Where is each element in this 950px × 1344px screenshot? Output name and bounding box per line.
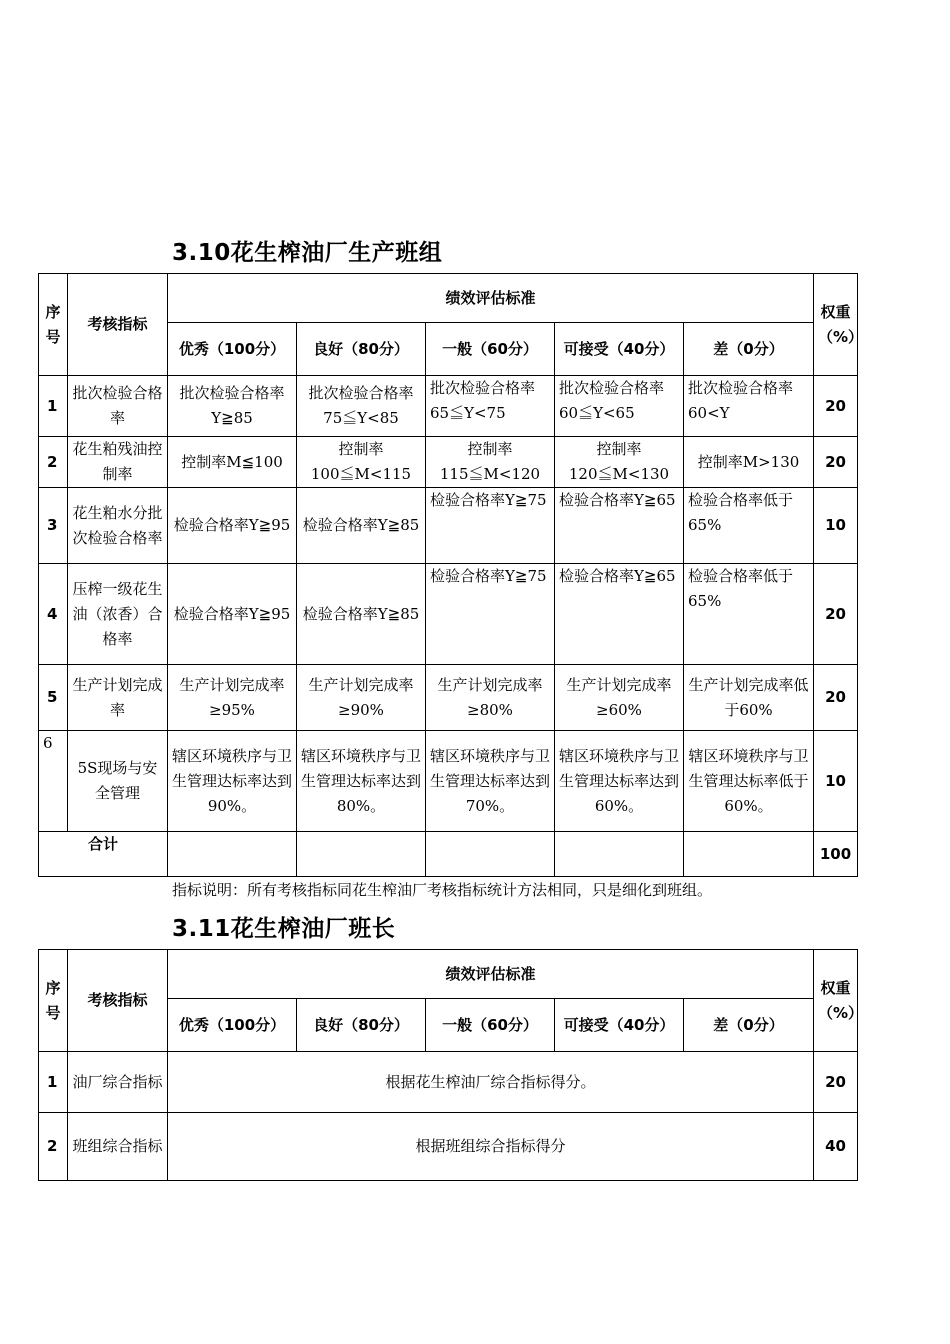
row-seq: 3 — [39, 488, 68, 564]
row-level-cell: 生产计划完成率≥90% — [297, 665, 426, 731]
row-weight: 20 — [814, 376, 858, 437]
row-seq: 2 — [39, 1113, 68, 1181]
row-level-cell: 生产计划完成率低于60% — [684, 665, 814, 731]
section-heading: 3.11花生榨油厂班长 — [172, 916, 396, 942]
row-level-cell: 检验合格率低于65% — [684, 564, 814, 665]
total-row — [39, 832, 858, 877]
empty-cell — [684, 832, 814, 877]
row-indicator: 花生粕残油控制率 — [68, 437, 168, 488]
row-level-cell: 检验合格率Y≧65 — [555, 488, 684, 564]
row-level-cell: 控制率M>130 — [684, 437, 814, 488]
row-level-cell: 生产计划完成率≥80% — [426, 665, 555, 731]
standard-header: 绩效评估标准 — [168, 950, 814, 999]
row-weight: 20 — [814, 437, 858, 488]
row-weight: 10 — [814, 488, 858, 564]
level-header: 优秀（100分） — [168, 999, 297, 1052]
level-header: 差（0分） — [684, 999, 814, 1052]
row-seq: 1 — [39, 1052, 68, 1113]
row-indicator: 压榨一级花生油（浓香）合格率 — [68, 564, 168, 665]
row-level-cell: 批次检验合格率Y≧85 — [168, 376, 297, 437]
level-header: 一般（60分） — [426, 999, 555, 1052]
row-weight: 10 — [814, 731, 858, 832]
row-seq: 2 — [39, 437, 68, 488]
row-level-cell: 检验合格率Y≧75 — [426, 488, 555, 564]
level-header: 差（0分） — [684, 323, 814, 376]
header-row — [39, 274, 858, 323]
row-standard-text: 根据班组综合指标得分 — [168, 1113, 814, 1181]
row-indicator: 批次检验合格率 — [68, 376, 168, 437]
table-row — [39, 1113, 858, 1181]
row-indicator: 5S现场与安全管理 — [68, 731, 168, 832]
row-seq: 6 — [39, 731, 68, 832]
row-level-cell: 检验合格率Y≧85 — [297, 488, 426, 564]
row-weight: 20 — [814, 564, 858, 665]
row-level-cell: 检验合格率Y≧65 — [555, 564, 684, 665]
level-header: 可接受（40分） — [555, 999, 684, 1052]
row-indicator: 花生粕水分批次检验合格率 — [68, 488, 168, 564]
performance-table-team — [38, 273, 864, 877]
level-header: 一般（60分） — [426, 323, 555, 376]
row-level-cell: 辖区环境秩序与卫生管理达标率低于60%。 — [684, 731, 814, 832]
indicator-header: 考核指标 — [68, 950, 168, 1052]
weight-header: 权重（%） — [814, 950, 858, 1052]
table-row — [39, 1052, 858, 1113]
row-level-cell: 批次检验合格率60≦Y<65 — [555, 376, 684, 437]
row-level-cell: 批次检验合格率60<Y — [684, 376, 814, 437]
row-level-cell: 检验合格率Y≧85 — [297, 564, 426, 665]
row-weight: 20 — [814, 665, 858, 731]
level-header: 可接受（40分） — [555, 323, 684, 376]
empty-cell — [297, 832, 426, 877]
row-indicator: 生产计划完成率 — [68, 665, 168, 731]
indicator-note: 指标说明：所有考核指标同花生榨油厂考核指标统计方法相同，只是细化到班组。 — [172, 881, 713, 899]
row-seq: 5 — [39, 665, 68, 731]
row-level-cell: 检验合格率低于65% — [684, 488, 814, 564]
row-standard-text: 根据花生榨油厂综合指标得分。 — [168, 1052, 814, 1113]
table-row — [39, 437, 858, 488]
row-level-cell: 检验合格率Y≧75 — [426, 564, 555, 665]
row-level-cell: 辖区环境秩序与卫生管理达标率达到60%。 — [555, 731, 684, 832]
row-level-cell: 辖区环境秩序与卫生管理达标率达到90%。 — [168, 731, 297, 832]
total-label: 合计 — [39, 832, 168, 877]
row-indicator: 班组综合指标 — [68, 1113, 168, 1181]
row-level-cell: 辖区环境秩序与卫生管理达标率达到70%。 — [426, 731, 555, 832]
row-seq: 4 — [39, 564, 68, 665]
table-row — [39, 488, 858, 564]
row-level-cell: 控制率115≦M<120 — [426, 437, 555, 488]
row-level-cell: 控制率M≦100 — [168, 437, 297, 488]
performance-table-leader — [38, 949, 864, 1181]
row-level-cell: 控制率100≦M<115 — [297, 437, 426, 488]
header-row — [39, 950, 858, 999]
empty-cell — [555, 832, 684, 877]
row-level-cell: 检验合格率Y≧95 — [168, 564, 297, 665]
standard-header: 绩效评估标准 — [168, 274, 814, 323]
row-level-cell: 批次检验合格率65≦Y<75 — [426, 376, 555, 437]
seq-header: 序号 — [39, 950, 68, 1052]
row-level-cell: 控制率120≦M<130 — [555, 437, 684, 488]
row-weight: 40 — [814, 1113, 858, 1181]
row-indicator: 油厂综合指标 — [68, 1052, 168, 1113]
level-header: 优秀（100分） — [168, 323, 297, 376]
row-level-cell: 检验合格率Y≧95 — [168, 488, 297, 564]
section-heading: 3.10花生榨油厂生产班组 — [172, 240, 443, 266]
row-level-cell: 生产计划完成率≥60% — [555, 665, 684, 731]
table-row — [39, 731, 858, 832]
level-header: 良好（80分） — [297, 323, 426, 376]
weight-header: 权重（%） — [814, 274, 858, 376]
row-weight: 20 — [814, 1052, 858, 1113]
seq-header: 序号 — [39, 274, 68, 376]
row-level-cell: 批次检验合格率75≦Y<85 — [297, 376, 426, 437]
row-level-cell: 辖区环境秩序与卫生管理达标率达到80%。 — [297, 731, 426, 832]
indicator-header: 考核指标 — [68, 274, 168, 376]
level-header: 良好（80分） — [297, 999, 426, 1052]
row-level-cell: 生产计划完成率≥95% — [168, 665, 297, 731]
empty-cell — [168, 832, 297, 877]
table-row — [39, 376, 858, 437]
table-row — [39, 665, 858, 731]
table-row — [39, 564, 858, 665]
row-seq: 1 — [39, 376, 68, 437]
total-weight: 100 — [814, 832, 858, 877]
empty-cell — [426, 832, 555, 877]
